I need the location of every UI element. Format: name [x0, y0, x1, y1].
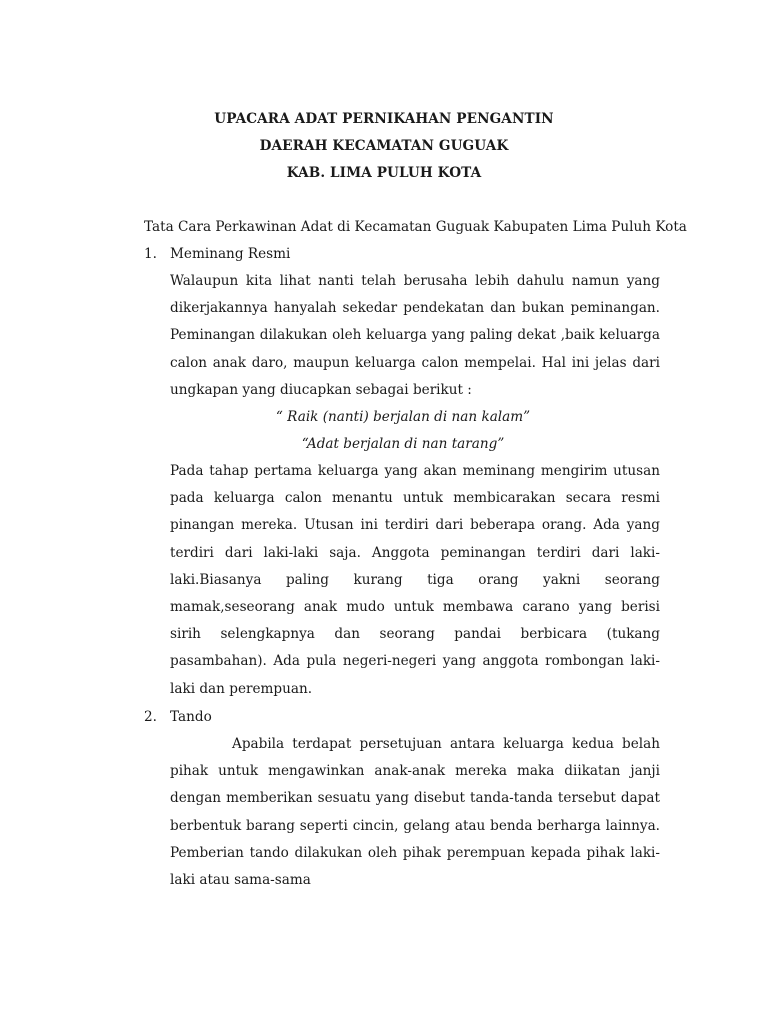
document-title-line-1: UPACARA ADAT PERNIKAHAN PENGANTIN	[214, 111, 554, 127]
document-title-line-3: KAB. LIMA PULUH KOTA	[286, 165, 482, 181]
section-2-number: 2.	[144, 709, 157, 725]
section-1-paragraph-1: Walaupun kita lihat nanti telah berusaha lebih dahulu namun yang dikerjakannya hanyalah sekedar pendekatan dan bukan peminangan. Peminangan dilakukan oleh keluarga yang paling dekat ,baik keluarga calon anak daro, maupun keluarga calon mempelai. Hal ini jelas dari ungkapan yang diucapkan sebagai berikut :	[170, 273, 660, 398]
section-2-paragraph-1: Apabila terdapat persetujuan antara keluarga kedua belah pihak untuk mengawinkan anak-anak mereka maka diikatan janji dengan memberikan sesuatu yang disebut tanda-tanda tersebut dapat berbentuk barang seperti cincin, gelang atau benda berharga lainnya. Pemberian tando dilakukan oleh pihak perempuan kepada pihak laki-laki atau sama-sama	[170, 736, 660, 889]
section-1-paragraph-2: Pada tahap pertama keluarga yang akan meminang mengirim utusan pada keluarga calon menantu untuk membicarakan secara resmi pinangan mereka. Utusan ini terdiri dari beberapa orang. Ada yang terdiri dari laki-laki saja. Anggota peminangan terdiri dari laki-laki.Biasanya paling kurang tiga orang yakni seorang mamak,seseorang anak mudo untuk membawa carano yang berisi sirih selengkapnya dan seorang pandai berbicara (tukang pasambahan). Ada pula negeri-negeri yang anggota rombongan laki-laki dan perempuan.	[170, 463, 660, 697]
section-1-heading: Meminang Resmi	[170, 246, 291, 262]
section-1-quote-2: “Adat berjalan di nan tarang”	[301, 436, 505, 452]
document-title-line-2: DAERAH KECAMATAN GUGUAK	[259, 138, 509, 154]
intro-text: Tata Cara Perkawinan Adat di Kecamatan Guguak Kabupaten Lima Puluh Kota	[144, 219, 687, 235]
section-1-quote-1: “ Raik (nanti) berjalan di nan kalam”	[275, 409, 531, 425]
section-1-number: 1.	[144, 246, 157, 262]
section-2-heading: Tando	[170, 709, 212, 725]
